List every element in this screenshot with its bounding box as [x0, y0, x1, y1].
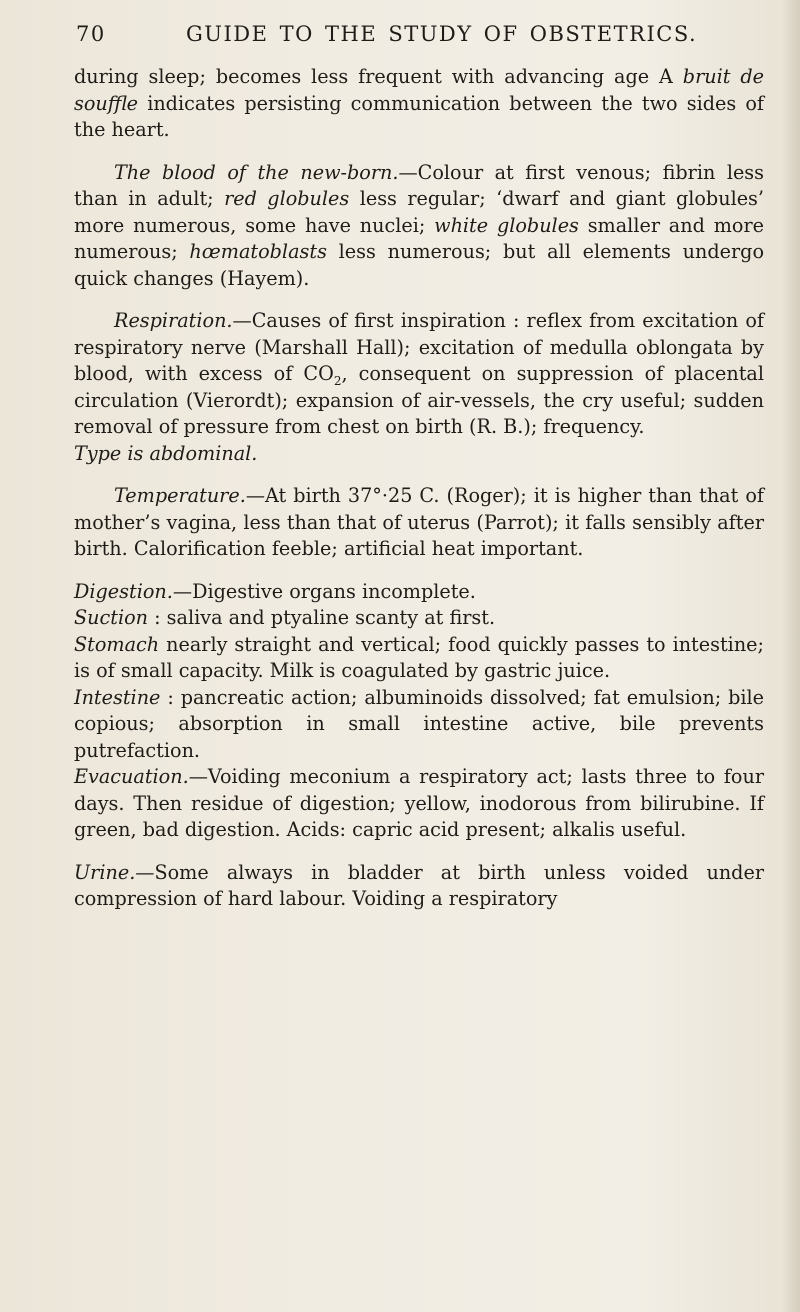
paragraph-stomach: Stomach nearly straight and vertical; food quickly passes to intestine; is of small capacity. Milk is coagulated by gastric juice.	[74, 632, 764, 682]
section-heading: Intestine	[74, 685, 161, 709]
paragraph-digestion: Digestion.—Digestive organs incomplete.	[74, 579, 476, 603]
paragraph-respiration: Respiration.—Causes of first inspiration : reflex from excitation of respiratory nerve (Marshall Hall); excitation of medulla oblongata by blood, with excess of $CO_2$, consequent on suppression of placental circulation (Vierordt); expansion of air-vessels, the cry useful; sudden removal of pressure from chest on birth (R. B.); frequency.	[74, 309, 764, 438]
section-heading: Suction	[74, 606, 149, 629]
paragraph-respiration-type: Type is abdominal.	[74, 441, 258, 465]
section-heading: Evacuation.	[74, 765, 189, 788]
body-text	[74, 64, 764, 913]
section-heading: Temperature.	[114, 484, 246, 507]
paragraph-urine: Urine.—Some always in bladder at birth unless voided under compression of hard labour. Voiding a respiratory	[74, 860, 764, 910]
paragraph-temperature: Temperature.—At birth 37°·25 C. (Roger); it is higher than that of mother’s vagina, less than that of uterus (Parrot); it falls sensibly after birth. Calorification feeble; artificial heat important.	[74, 484, 764, 560]
page-edge-shadow	[782, 0, 800, 1312]
paragraph-intestine: Intestine : pancreatic action; albuminoids dissolved; fat emulsion; bile copious; absorption in small intestine active, bile prevents putrefaction.	[74, 685, 764, 762]
section-heading: Digestion.	[74, 579, 173, 603]
section-heading: Respiration.	[114, 309, 233, 332]
page-number: 70	[76, 22, 106, 46]
running-title: GUIDE TO THE STUDY OF OBSTETRICS.	[186, 22, 698, 46]
section-heading: Urine.	[74, 860, 136, 884]
section-heading: Stomach	[74, 632, 160, 656]
paragraph-heart-bruit: during sleep; becomes less frequent with advancing age A bruit de souffle indicates persisting communication between the two sides of the heart.	[74, 65, 764, 141]
paragraph-blood-new-born: The blood of the new-born.—Colour at first venous; fibrin less than in adult; red globules less regular; ‘dwarf and giant globules’ more numerous, some have nuclei; white globules smaller and more numerous; hœmatoblasts less numerous; but all elements undergo quick changes (Hayem).	[74, 160, 765, 290]
paragraph-evacuation: Evacuation.—Voiding meconium a respiratory act; lasts three to four days. Then residue of digestion; yellow, inodorous from bilirubine. If green, bad digestion. Acids: capric acid present; alkalis useful.	[74, 765, 764, 841]
paragraph-suction: Suction : saliva and ptyaline scanty at first.	[74, 606, 496, 629]
page-header	[76, 22, 766, 52]
bruit-de-souffle: bruit de souffle	[74, 65, 764, 115]
section-heading: The blood of the new-born.	[114, 160, 399, 184]
